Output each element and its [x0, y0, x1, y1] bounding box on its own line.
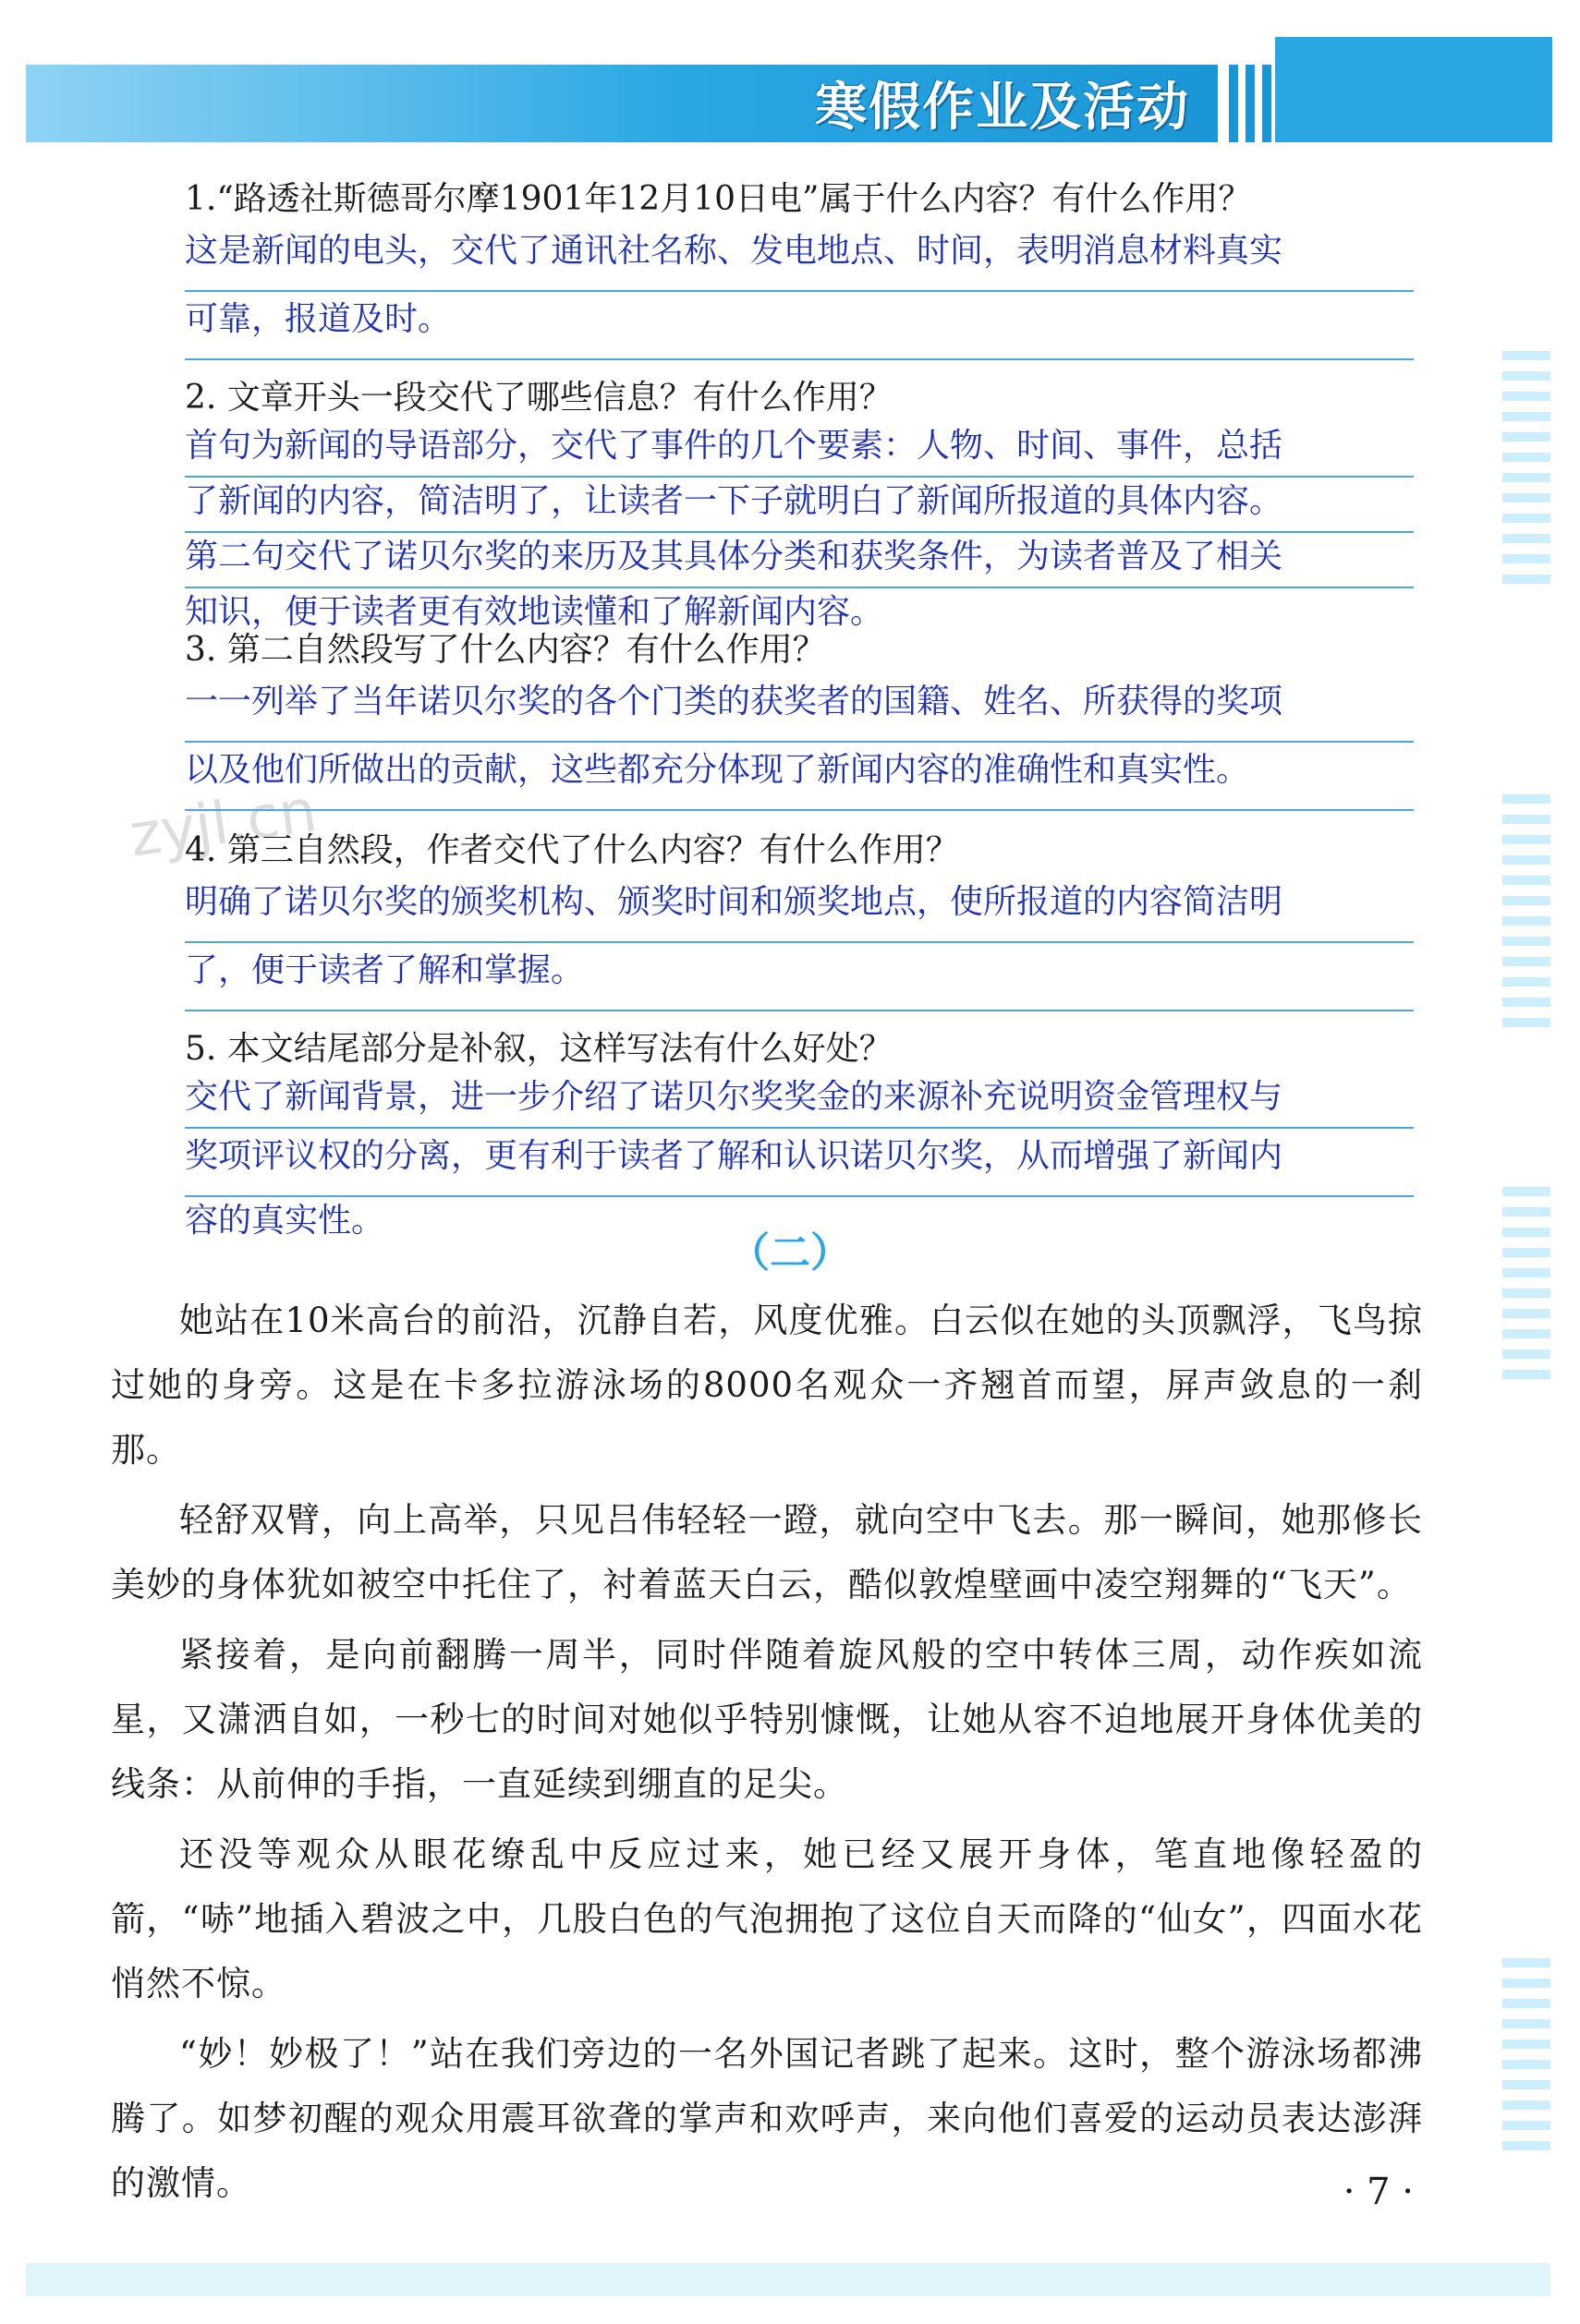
header-tail-block	[1275, 37, 1552, 142]
answer-line: 了新闻的内容，简洁明了，让读者一下子就明白了新闻所报道的具体内容。	[185, 478, 1414, 533]
answer-line: 明确了诺贝尔奖的颁奖机构、颁奖时间和颁奖地点，使所报道的内容简洁明	[185, 875, 1414, 943]
answer-line: 容的真实性。	[185, 1202, 385, 1240]
answer-line: 了，便于读者了解和掌握。	[185, 943, 1414, 1011]
answer-line: 首句为新闻的导语部分，交代了事件的几个要素：人物、时间、事件，总括	[185, 422, 1414, 478]
answer-line: 第二句交代了诺贝尔奖的来历及其具体分类和获奖条件，为读者普及了相关	[185, 533, 1414, 588]
question-block-2	[185, 374, 1414, 642]
question-block-5	[185, 1025, 1414, 1251]
reading-passage	[111, 1289, 1423, 2221]
question-text: 4. 第三自然段，作者交代了什么内容？有什么作用？	[185, 831, 959, 869]
question-text: 5. 本文结尾部分是补叙，这样写法有什么好处？	[185, 1030, 893, 1068]
side-decoration	[1502, 794, 1550, 1038]
passage-paragraph: 轻舒双臂，向上高举，只见吕伟轻轻一蹬，就向空中飞去。那一瞬间，她那修长美妙的身体犹如被空中托住了，衬着蓝天白云，酷似敦煌壁画中凌空翔舞的“飞天”。	[111, 1500, 1423, 1604]
question-text: 1.“路透社斯德哥尔摩1901年12月10日电”属于什么内容？有什么作用？	[185, 180, 1252, 218]
section-title: （二）	[729, 1229, 851, 1277]
page-number: · 7 ·	[1343, 2171, 1414, 2213]
answer-line: 可靠，报道及时。	[185, 292, 1414, 360]
watermark: zyjl.cn	[125, 777, 322, 871]
header-stripes	[1229, 65, 1271, 142]
passage-paragraph: 还没等观众从眼花缭乱中反应过来，她已经又展开身体，笔直地像轻盈的箭，“哧”地插入碧波之中，几股白色的气泡拥抱了这位自天而降的“仙女”，四面水花悄然不惊。	[111, 1834, 1423, 2003]
question-block-3	[185, 626, 1414, 811]
side-decoration	[1502, 1187, 1550, 1390]
question-block-4	[185, 827, 1414, 1011]
answer-line: 以及他们所做出的贡献，这些都充分体现了新闻内容的准确性和真实性。	[185, 743, 1414, 811]
question-text: 3. 第二自然段写了什么内容？有什么作用？	[185, 631, 826, 669]
header-banner	[26, 65, 1218, 142]
answer-line: 一一列举了当年诺贝尔奖的各个门类的获奖者的国籍、姓名、所获得的奖项	[185, 674, 1414, 743]
question-text: 2. 文章开头一段交代了哪些信息？有什么作用？	[185, 379, 893, 417]
answer-line: 知识，便于读者更有效地读懂和了解新闻内容。	[185, 593, 884, 631]
question-block-1	[185, 176, 1414, 360]
answer-line: 交代了新闻背景，进一步介绍了诺贝尔奖奖金的来源补充说明资金管理权与	[185, 1073, 1414, 1129]
answer-line: 这是新闻的电头，交代了通讯社名称、发电地点、时间，表明消息材料真实	[185, 224, 1414, 292]
header-title: 寒假作业及活动	[815, 78, 1190, 138]
footer-bar	[26, 2263, 1550, 2296]
passage-paragraph: 紧接着，是向前翻腾一周半，同时伴随着旋风般的空中转体三周，动作疾如流星，又潇洒自如，一秒七的时间对她似乎特别慷慨，让她从容不迫地展开身体优美的线条：从前伸的手指，一直延续到绷直的足尖。	[111, 1635, 1423, 1804]
answer-line: 奖项评议权的分离，更有利于读者了解和认识诺贝尔奖，从而增强了新闻内	[185, 1129, 1414, 1197]
passage-paragraph: 她站在10米高台的前沿，沉静自若，风度优雅。白云似在她的头顶飘浮，飞鸟掠过她的身旁。这是在卡多拉游泳场的8000名观众一齐翘首而望，屏声敛息的一刹那。	[111, 1301, 1423, 1470]
passage-paragraph: “妙！妙极了！”站在我们旁边的一名外国记者跳了起来。这时，整个游泳场都沸腾了。如梦初醒的观众用震耳欲聋的掌声和欢呼声，来向他们喜爱的运动员表达澎湃的激情。	[111, 2034, 1423, 2203]
side-decoration	[1502, 351, 1550, 595]
side-decoration	[1502, 1958, 1550, 2161]
